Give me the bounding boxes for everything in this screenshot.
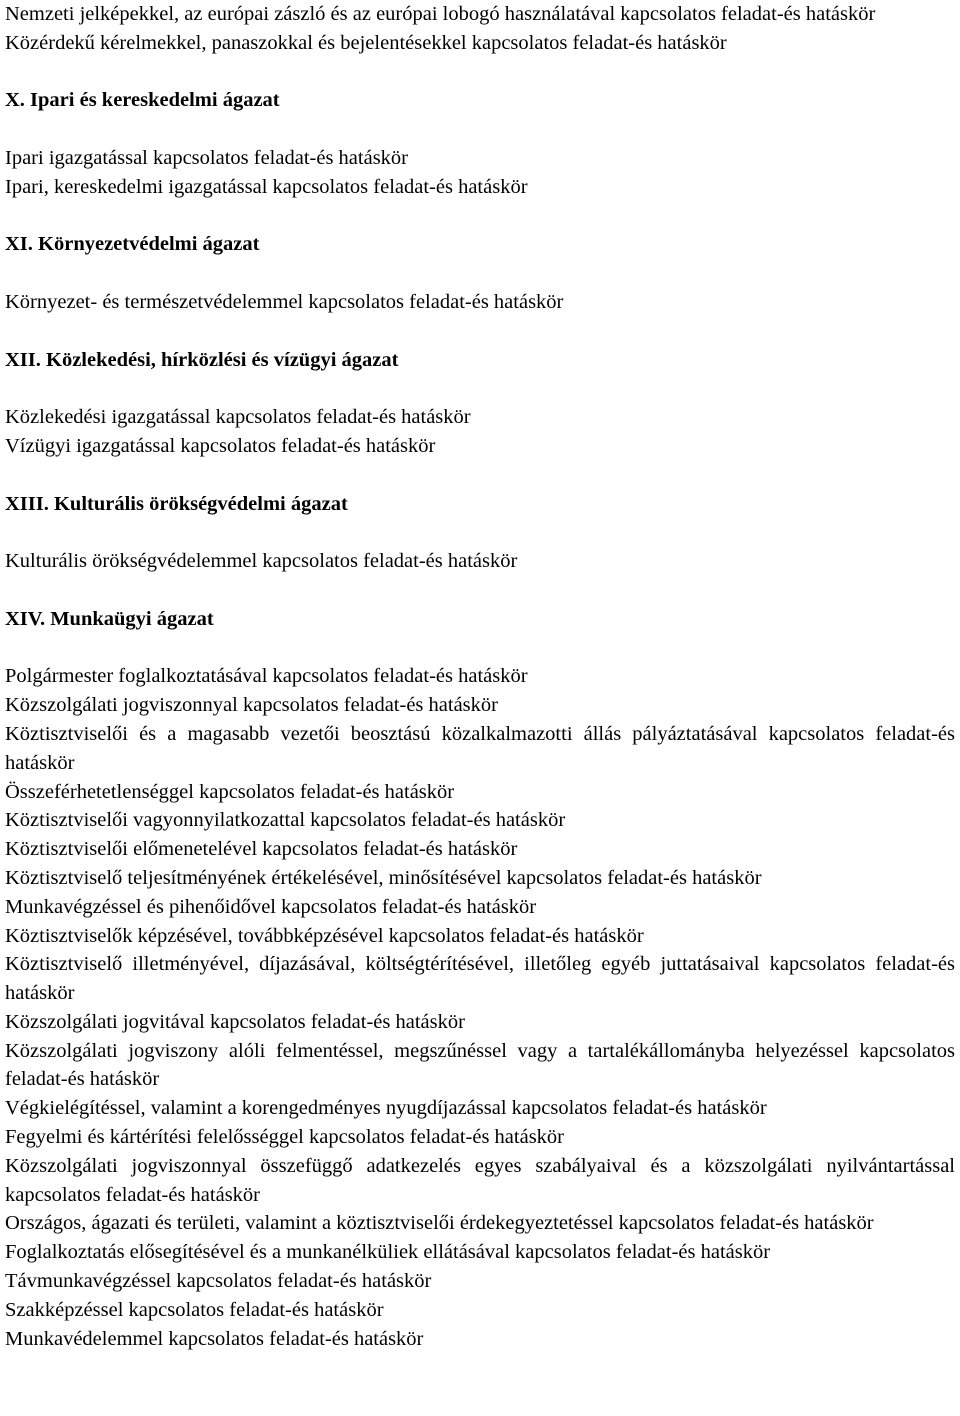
- spacer: [5, 317, 955, 346]
- spacer: [5, 461, 955, 490]
- section-x: [5, 86, 955, 201]
- section-item: Fegyelmi és kártérítési felelősséggel kapcsolatos feladat-és hatáskör: [5, 1126, 564, 1149]
- section-xii: [5, 346, 955, 461]
- section-xiii: [5, 490, 955, 576]
- section-item: Közszolgálati jogviszony alóli felmentéssel, megszűnéssel vagy a tartalékállományba helyezéssel kapcsolatos feladat-és hatáskör: [5, 1039, 955, 1091]
- section-item: Foglalkoztatás elősegítésével és a munkanélküliek ellátásával kapcsolatos feladat-és hatáskör: [5, 1241, 771, 1264]
- intro-line: Közérdekű kérelmekkel, panaszokkal és bejelentésekkel kapcsolatos feladat-és hatáskör: [5, 31, 727, 54]
- spacer: [5, 115, 955, 144]
- section-item: Munkavédelemmel kapcsolatos feladat-és hatáskör: [5, 1327, 424, 1350]
- intro-line: Nemzeti jelképekkel, az európai zászló és az európai lobogó használatával kapcsolatos feladat-és hatáskör: [5, 3, 876, 25]
- spacer: [5, 58, 955, 87]
- section-item: Közszolgálati jogvitával kapcsolatos feladat-és hatáskör: [5, 1010, 465, 1033]
- section-item: Köztisztviselő teljesítményének értékelésével, minősítésével kapcsolatos feladat-és hatáskör: [5, 866, 762, 889]
- section-heading: XII. Közlekedési, hírközlési és vízügyi ágazat: [5, 348, 399, 371]
- section-item: Köztisztviselő illetményével, díjazásával, költségtérítésével, illetőleg egyéb juttatásaival kapcsolatos feladat-és hatáskör: [5, 953, 955, 1005]
- section-item: Végkielégítéssel, valamint a korengedményes nyugdíjazással kapcsolatos feladat-és hatáskör: [5, 1097, 767, 1120]
- section-heading: XIII. Kulturális örökségvédelmi ágazat: [5, 492, 348, 515]
- section-item: Távmunkavégzéssel kapcsolatos feladat-és hatáskör: [5, 1270, 432, 1293]
- spacer: [5, 374, 955, 403]
- section-item: Köztisztviselői vagyonnyilatkozattal kapcsolatos feladat-és hatáskör: [5, 809, 566, 832]
- section-xi: [5, 230, 955, 316]
- spacer: [5, 259, 955, 288]
- section-item: Ipari, kereskedelmi igazgatással kapcsolatos feladat-és hatáskör: [5, 175, 528, 198]
- section-item: Vízügyi igazgatással kapcsolatos feladat-és hatáskör: [5, 434, 436, 457]
- document-page: [5, 0, 955, 1353]
- section-item: Köztisztviselők képzésével, továbbképzésével kapcsolatos feladat-és hatáskör: [5, 924, 644, 947]
- section-item: Ipari igazgatással kapcsolatos feladat-és hatáskör: [5, 146, 408, 169]
- section-item: Köztisztviselői és a magasabb vezetői beosztású közalkalmazotti állás pályáztatásával kapcsolatos feladat-és hatáskör: [5, 722, 955, 774]
- section-item: Polgármester foglalkoztatásával kapcsolatos feladat-és hatáskör: [5, 665, 528, 688]
- section-item: Kulturális örökségvédelemmel kapcsolatos feladat-és hatáskör: [5, 550, 518, 573]
- section-item: Közszolgálati jogviszonnyal kapcsolatos feladat-és hatáskör: [5, 694, 498, 717]
- spacer: [5, 202, 955, 231]
- section-item: Munkavégzéssel és pihenőidővel kapcsolatos feladat-és hatáskör: [5, 895, 537, 918]
- section-item: Országos, ágazati és területi, valamint a köztisztviselői érdekegyeztetéssel kapcsolatos feladat-és hatáskör: [5, 1212, 874, 1235]
- spacer: [5, 634, 955, 663]
- section-item: Közlekedési igazgatással kapcsolatos feladat-és hatáskör: [5, 406, 471, 429]
- section-item: Köztisztviselői előmenetelével kapcsolatos feladat-és hatáskör: [5, 838, 518, 861]
- spacer: [5, 518, 955, 547]
- section-item: Szakképzéssel kapcsolatos feladat-és hatáskör: [5, 1298, 384, 1321]
- section-heading: XI. Környezetvédelmi ágazat: [5, 233, 260, 256]
- section-item: Környezet- és természetvédelemmel kapcsolatos feladat-és hatáskör: [5, 290, 564, 313]
- section-heading: X. Ipari és kereskedelmi ágazat: [5, 89, 280, 112]
- section-xiv: [5, 605, 955, 1354]
- section-heading: XIV. Munkaügyi ágazat: [5, 607, 214, 630]
- intro-block: [5, 0, 955, 58]
- spacer: [5, 576, 955, 605]
- section-item: Összeférhetetlenséggel kapcsolatos feladat-és hatáskör: [5, 780, 455, 803]
- section-item: Közszolgálati jogviszonnyal összefüggő adatkezelés egyes szabályaival és a közszolgálati nyilvántartással kapcsolatos feladat-és hatáskör: [5, 1154, 955, 1206]
